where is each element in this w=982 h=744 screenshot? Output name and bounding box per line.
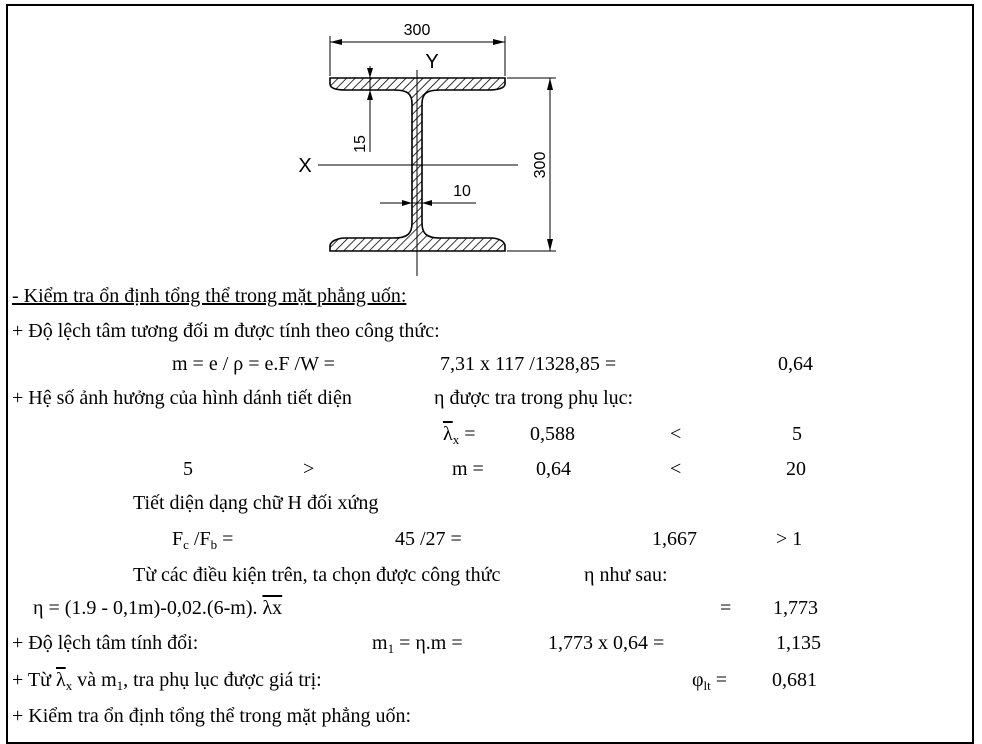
eta-value: 1,773: [773, 597, 818, 619]
m1-value: 1,135: [776, 632, 821, 654]
fc-fb-label: $F_c$ $/F_b$ =: [172, 528, 234, 552]
m-value: 0,64: [778, 353, 813, 375]
line-shape-factor-a: + Hệ số ảnh hưởng của hình dánh tiết diện: [12, 387, 352, 409]
line-stability-check: + Kiểm tra ổn định tổng thể trong mặt phẳng uốn:: [12, 705, 411, 727]
m-formula: m = e / ρ = e.F /W =: [172, 353, 335, 375]
line-shape-factor-b: η được tra trong phụ lục:: [434, 387, 634, 409]
fc-compare: > 1: [776, 528, 803, 550]
line-choose-formula-b: η như sau:: [584, 564, 668, 586]
m-value-2: 0,64: [536, 458, 571, 480]
m-gt: >: [303, 458, 315, 480]
line-lookup: + Từ $\overline{\lambda}_x$ và $m_1$, tra phụ lục được giá trị:: [12, 669, 322, 693]
i-beam-section-drawing: [0, 0, 982, 300]
section-type: Tiết diện dạng chữ H đối xứng: [133, 492, 379, 514]
flange-thickness-label: 15: [352, 135, 369, 153]
fc-value: 1,667: [652, 528, 697, 550]
phi-value: 0,681: [772, 669, 817, 691]
lambda-value: 0,588: [530, 423, 575, 445]
m1-calculation: 1,773 x 0,64 =: [548, 632, 665, 654]
m1-formula: $m_1 = \eta.m$ =: [372, 632, 463, 656]
m-lt: <: [670, 458, 682, 480]
m-upper-bound: 20: [786, 458, 806, 480]
section-height-label: 300: [532, 151, 549, 179]
lambda-x-label: $\overline{\lambda}_x$ =: [443, 423, 476, 447]
m-lower-bound: 5: [183, 458, 193, 480]
axis-y-label: Y: [425, 51, 439, 73]
eta-eq: =: [720, 597, 732, 619]
m-label: m =: [452, 458, 484, 480]
lambda-limit: 5: [792, 423, 802, 445]
axis-x-label: X: [298, 155, 312, 177]
line-converted-eccentricity: + Độ lệch tâm tính đổi:: [12, 632, 199, 654]
eta-formula: η = (1.9 - 0,1m)-0,02.(6-m). $\overline{\lambda x}$: [33, 597, 283, 619]
section-heading: - Kiểm tra ổn định tổng thể trong mặt phẳng uốn:: [12, 285, 407, 307]
flange-width-label: 300: [403, 22, 431, 39]
phi-label: $\varphi_{lt}$ =: [692, 669, 728, 693]
web-thickness-label: 10: [453, 183, 471, 200]
line-choose-formula-a: Từ các điều kiện trên, ta chọn được công thức: [133, 564, 501, 586]
line-eccentricity: + Độ lệch tâm tương đối m được tính theo công thức:: [12, 320, 440, 342]
lambda-lt: <: [670, 423, 682, 445]
fc-calculation: 45 /27 =: [395, 528, 462, 550]
m-calculation: 7,31 x 117 /1328,85 =: [440, 353, 617, 375]
